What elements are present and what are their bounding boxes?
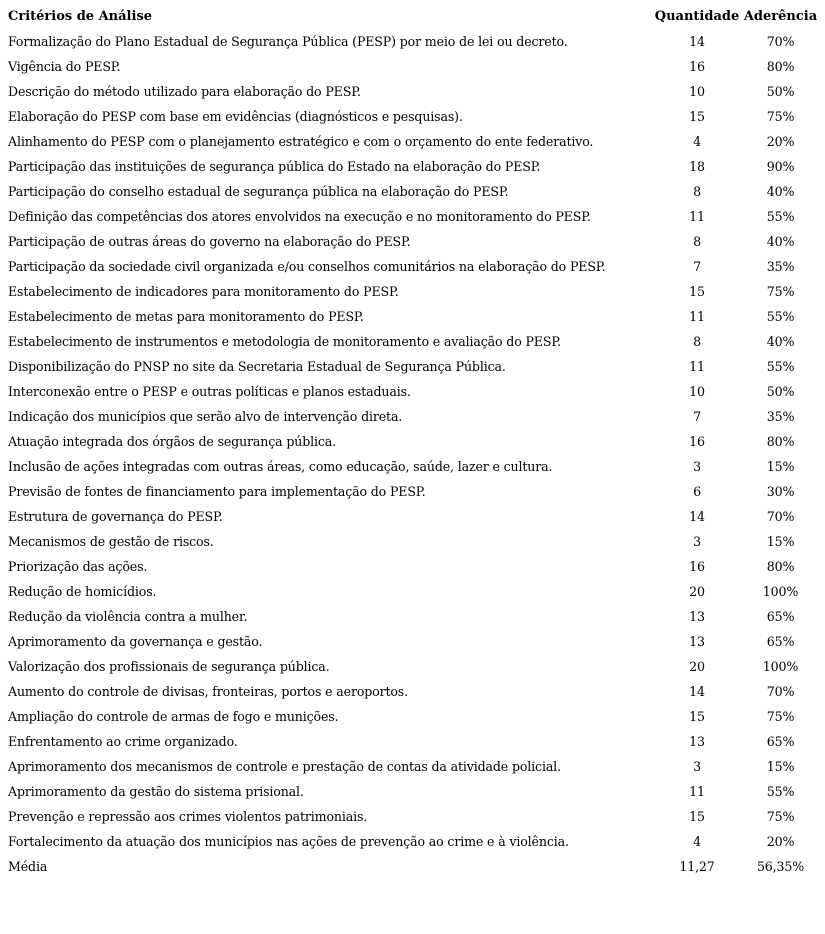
table-row (6, 379, 818, 404)
quantity-cell: 15 (689, 809, 705, 824)
table-row (6, 654, 818, 679)
table-row (6, 104, 818, 129)
criterion-cell: Priorização das ações. (8, 559, 148, 574)
table-footer (6, 854, 818, 879)
quantity-cell: 3 (693, 759, 701, 774)
adherence-cell: 75% (766, 709, 795, 724)
quantity-cell: 14 (689, 684, 705, 699)
table-row (6, 729, 818, 754)
adherence-cell: 90% (766, 159, 795, 174)
quantity-cell: 4 (693, 134, 701, 149)
table-row (6, 229, 818, 254)
adherence-cell: 65% (766, 734, 795, 749)
table-row (6, 829, 818, 854)
quantity-cell: 11 (689, 784, 705, 799)
quantity-cell: 3 (693, 534, 701, 549)
quantity-column-header: Quantidade (654, 9, 740, 24)
criterion-cell: Formalização do Plano Estadual de Segurança Pública (PESP) por meio de lei ou decreto. (8, 34, 568, 49)
table-row (6, 704, 818, 729)
table-row (6, 779, 818, 804)
criterion-cell: Estabelecimento de instrumentos e metodologia de monitoramento e avaliação do PESP. (8, 334, 561, 349)
table-row (6, 329, 818, 354)
criterion-cell: Inclusão de ações integradas com outras áreas, como educação, saúde, lazer e cultura. (8, 459, 553, 474)
criterion-cell: Alinhamento do PESP com o planejamento estratégico e com o orçamento do ente federativo. (8, 134, 594, 149)
table-row (6, 504, 818, 529)
adherence-cell: 80% (766, 434, 795, 449)
criterion-cell: Estrutura de governança do PESP. (8, 509, 223, 524)
adherence-cell: 20% (766, 834, 795, 849)
criterion-cell: Estabelecimento de metas para monitoramento do PESP. (8, 309, 364, 324)
table-row (6, 304, 818, 329)
quantity-cell: 20 (689, 659, 705, 674)
quantity-cell: 13 (689, 609, 705, 624)
quantity-cell: 11 (689, 359, 705, 374)
quantity-cell: 16 (689, 559, 705, 574)
adherence-cell: 100% (762, 659, 799, 674)
criterion-cell: Previsão de fontes de financiamento para implementação do PESP. (8, 484, 426, 499)
adherence-cell: 15% (766, 459, 795, 474)
criterion-cell: Descrição do método utilizado para elaboração do PESP. (8, 84, 361, 99)
adherence-cell: 75% (766, 284, 795, 299)
adherence-cell: 40% (766, 334, 795, 349)
quantity-cell: 15 (689, 709, 705, 724)
table-row (6, 54, 818, 79)
criterion-cell: Participação do conselho estadual de segurança pública na elaboração do PESP. (8, 184, 509, 199)
table-row (6, 79, 818, 104)
adherence-cell: 80% (766, 59, 795, 74)
table-row (6, 354, 818, 379)
adherence-cell: 70% (766, 509, 795, 524)
quantity-cell: 16 (689, 59, 705, 74)
quantity-cell: 7 (693, 409, 701, 424)
criterion-cell: Fortalecimento da atuação dos municípios nas ações de prevenção ao crime e à violência. (8, 834, 569, 849)
adherence-cell: 65% (766, 634, 795, 649)
table-row (6, 404, 818, 429)
criterion-cell: Enfrentamento ao crime organizado. (8, 734, 238, 749)
quantity-cell: 8 (693, 234, 701, 249)
table-row (6, 679, 818, 704)
adherence-cell: 70% (766, 34, 795, 49)
average-quantity: 11,27 (679, 859, 715, 874)
adherence-column-header: Aderência (743, 9, 818, 24)
adherence-cell: 20% (766, 134, 795, 149)
adherence-cell: 55% (766, 309, 795, 324)
table-body (6, 29, 818, 854)
criteria-table (6, 4, 818, 879)
adherence-cell: 50% (766, 84, 795, 99)
criterion-cell: Aumento do controle de divisas, fronteiras, portos e aeroportos. (8, 684, 408, 699)
criteria-column-header: Critérios de Análise (8, 9, 153, 24)
table-row (6, 629, 818, 654)
adherence-cell: 70% (766, 684, 795, 699)
table-row (6, 254, 818, 279)
adherence-cell: 55% (766, 209, 795, 224)
quantity-cell: 7 (693, 259, 701, 274)
adherence-cell: 65% (766, 609, 795, 624)
adherence-cell: 55% (766, 359, 795, 374)
table-row (6, 804, 818, 829)
table-row (6, 529, 818, 554)
adherence-cell: 100% (762, 584, 799, 599)
adherence-cell: 75% (766, 109, 795, 124)
table-row (6, 754, 818, 779)
criterion-cell: Mecanismos de gestão de riscos. (8, 534, 214, 549)
criterion-cell: Interconexão entre o PESP e outras políticas e planos estaduais. (8, 384, 411, 399)
quantity-cell: 11 (689, 309, 705, 324)
adherence-cell: 15% (766, 759, 795, 774)
table-row (6, 579, 818, 604)
table-row (6, 204, 818, 229)
criterion-cell: Aprimoramento da gestão do sistema prisional. (8, 784, 304, 799)
quantity-cell: 14 (689, 34, 705, 49)
criterion-cell: Indicação dos municípios que serão alvo de intervenção direta. (8, 409, 403, 424)
criterion-cell: Aprimoramento dos mecanismos de controle e prestação de contas da atividade policial. (8, 759, 561, 774)
table-row (6, 554, 818, 579)
adherence-cell: 50% (766, 384, 795, 399)
quantity-cell: 6 (693, 484, 701, 499)
average-label: Média (8, 859, 48, 874)
adherence-cell: 35% (766, 259, 795, 274)
adherence-cell: 75% (766, 809, 795, 824)
adherence-cell: 40% (766, 184, 795, 199)
adherence-cell: 15% (766, 534, 795, 549)
quantity-cell: 13 (689, 634, 705, 649)
criterion-cell: Aprimoramento da governança e gestão. (8, 634, 263, 649)
criterion-cell: Participação das instituições de segurança pública do Estado na elaboração do PESP. (8, 159, 541, 174)
table-row (6, 604, 818, 629)
criterion-cell: Ampliação do controle de armas de fogo e munições. (8, 709, 339, 724)
criterion-cell: Disponibilização do PNSP no site da Secretaria Estadual de Segurança Pública. (8, 359, 506, 374)
criterion-cell: Estabelecimento de indicadores para monitoramento do PESP. (8, 284, 399, 299)
table-header (6, 4, 818, 29)
adherence-cell: 30% (766, 484, 795, 499)
quantity-cell: 8 (693, 334, 701, 349)
quantity-cell: 16 (689, 434, 705, 449)
quantity-cell: 18 (689, 159, 705, 174)
table-row (6, 179, 818, 204)
quantity-cell: 10 (689, 384, 705, 399)
criterion-cell: Definição das competências dos atores envolvidos na execução e no monitoramento do PESP. (8, 209, 591, 224)
quantity-cell: 14 (689, 509, 705, 524)
quantity-cell: 11 (689, 209, 705, 224)
criterion-cell: Participação de outras áreas do governo na elaboração do PESP. (8, 234, 411, 249)
quantity-cell: 4 (693, 834, 701, 849)
quantity-cell: 10 (689, 84, 705, 99)
table-row (6, 429, 818, 454)
criterion-cell: Redução de homicídios. (8, 584, 157, 599)
quantity-cell: 3 (693, 459, 701, 474)
quantity-cell: 13 (689, 734, 705, 749)
table-row (6, 479, 818, 504)
adherence-cell: 55% (766, 784, 795, 799)
header-row (6, 4, 818, 29)
table-row (6, 129, 818, 154)
criterion-cell: Elaboração do PESP com base em evidências (diagnósticos e pesquisas). (8, 109, 463, 124)
criterion-cell: Valorização dos profissionais de segurança pública. (8, 659, 330, 674)
adherence-cell: 40% (766, 234, 795, 249)
criterion-cell: Redução da violência contra a mulher. (8, 609, 248, 624)
adherence-cell: 80% (766, 559, 795, 574)
table-row (6, 29, 818, 54)
table-row (6, 454, 818, 479)
adherence-cell: 35% (766, 409, 795, 424)
criterion-cell: Atuação integrada dos órgãos de segurança pública. (8, 434, 337, 449)
quantity-cell: 20 (689, 584, 705, 599)
average-adherence: 56,35% (756, 859, 805, 874)
criterion-cell: Participação da sociedade civil organizada e/ou conselhos comunitários na elaboração do PESP. (8, 259, 606, 274)
quantity-cell: 8 (693, 184, 701, 199)
table-row (6, 154, 818, 179)
average-row (6, 854, 818, 879)
table-row (6, 279, 818, 304)
criterion-cell: Prevenção e repressão aos crimes violentos patrimoniais. (8, 809, 368, 824)
criterion-cell: Vigência do PESP. (8, 59, 121, 74)
quantity-cell: 15 (689, 109, 705, 124)
quantity-cell: 15 (689, 284, 705, 299)
